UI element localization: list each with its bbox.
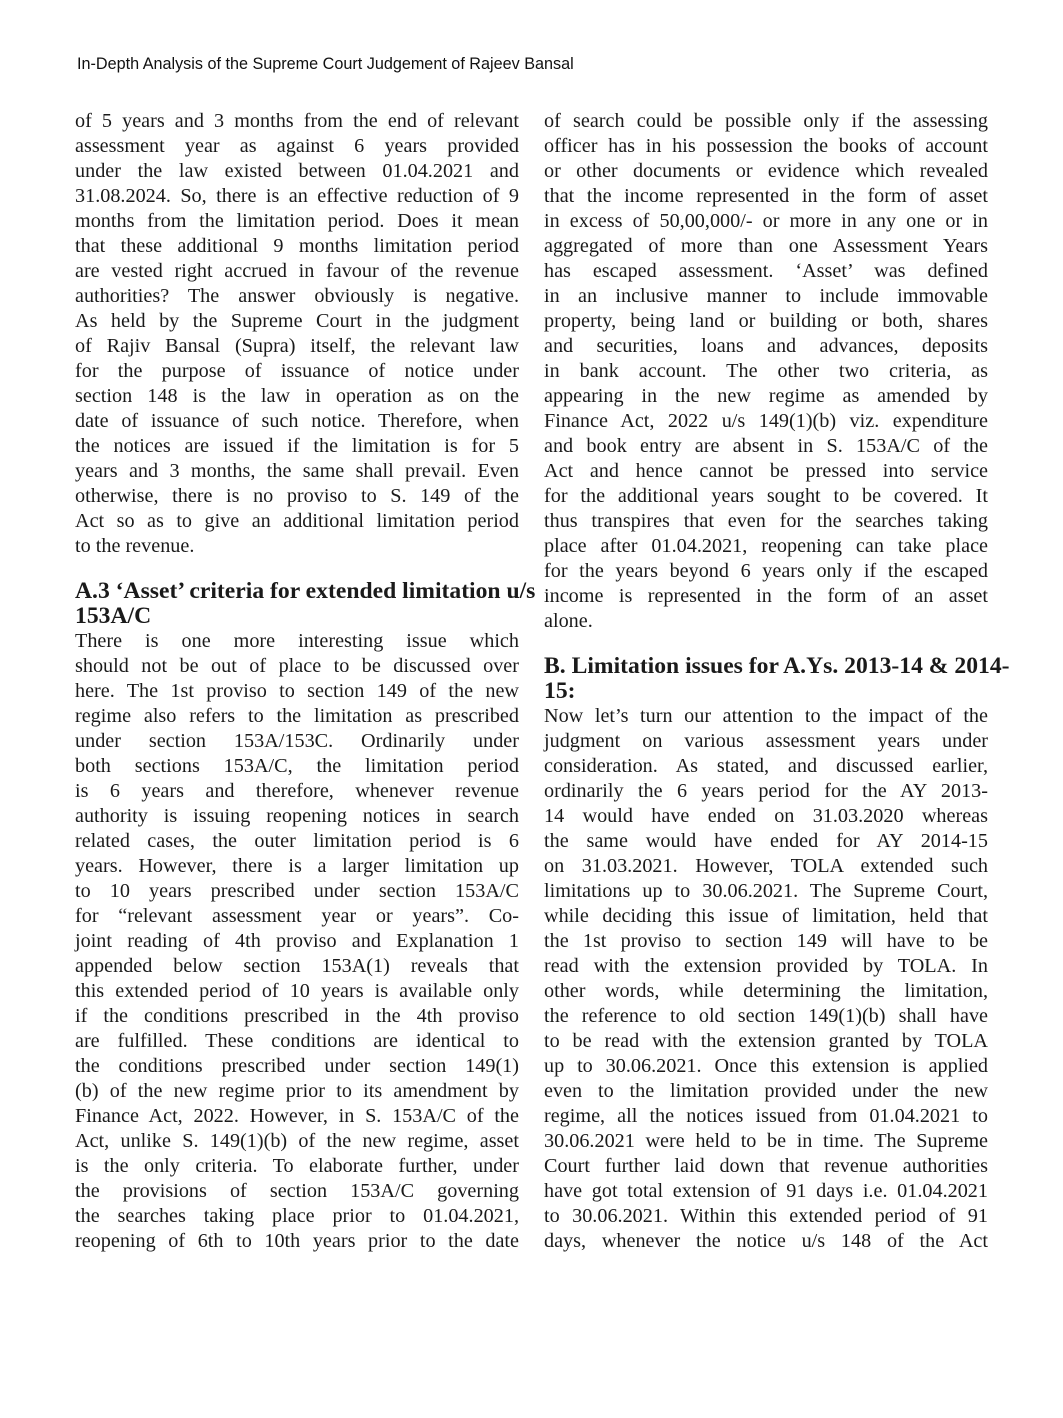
- left-column: [75, 109, 536, 1254]
- text-line: judgment on various assessment years under: [544, 730, 988, 752]
- paragraph-limitation-reduction: [75, 109, 519, 559]
- heading-line: 153A/C: [75, 603, 152, 629]
- text-line: are fulfilled. These conditions are identical to: [75, 1030, 519, 1052]
- text-line: the same would have ended for AY 2014-15: [544, 830, 988, 852]
- text-line: authorities? The answer obviously is negative.: [75, 285, 519, 307]
- text-line: for the additional years sought to be covered. It: [544, 485, 988, 507]
- text-line: while deciding this issue of limitation, held that: [544, 905, 988, 927]
- text-line: joint reading of 4th proviso and Explanation 1: [75, 930, 519, 952]
- text-line: months from the limitation period. Does it mean: [75, 210, 519, 232]
- text-line: under section 153A/153C. Ordinarily under: [75, 730, 519, 752]
- text-line: of search could be possible only if the assessing: [544, 110, 988, 132]
- text-line: Act, unlike S. 149(1)(b) of the new regime, asset: [75, 1130, 519, 1152]
- text-line: Act and hence cannot be pressed into service: [544, 460, 988, 482]
- text-line: appended below section 153A(1) reveals that: [75, 955, 519, 977]
- text-line: should not be out of place to be discussed over: [75, 655, 519, 677]
- text-line: here. The 1st proviso to section 149 of the new: [75, 680, 519, 702]
- text-line: the conditions prescribed under section 149(1): [75, 1055, 519, 1077]
- text-line: 30.06.2021 were held to be in time. The Supreme: [544, 1130, 988, 1152]
- text-line: this extended period of 10 years is available only: [75, 980, 519, 1002]
- text-line: 31.08.2024. So, there is an effective reduction of 9: [75, 185, 519, 207]
- right-column: [544, 109, 1010, 1254]
- text-line: officer has in his possession the books of account: [544, 135, 988, 157]
- text-line: read with the extension provided by TOLA. In: [544, 955, 988, 977]
- text-line: date of issuance of such notice. Therefore, when: [75, 410, 519, 432]
- text-line: under the law existed between 01.04.2021 and: [75, 160, 519, 182]
- text-line: the 1st proviso to section 149 will have to be: [544, 930, 988, 952]
- text-line: regime, all the notices issued from 01.04.2021 to: [544, 1105, 988, 1127]
- text-line: related cases, the outer limitation period is 6: [75, 830, 519, 852]
- text-line: Court further laid down that revenue authorities: [544, 1155, 988, 1177]
- text-line: for the purpose of issuance of notice under: [75, 360, 519, 382]
- text-line: are vested right accrued in favour of the revenue: [75, 260, 519, 282]
- text-line: otherwise, there is no proviso to S. 149 of the: [75, 485, 519, 507]
- text-line: thus transpires that even for the searches taking: [544, 510, 988, 532]
- text-line: the notices are issued if the limitation is for 5: [75, 435, 519, 457]
- text-line: place after 01.04.2021, reopening can take place: [544, 535, 988, 557]
- text-line: reopening of 6th to 10th years prior to the date: [75, 1230, 519, 1252]
- text-line: and securities, loans and advances, deposits: [544, 335, 988, 357]
- text-line: have got total extension of 91 days i.e. 01.04.2021: [544, 1180, 988, 1202]
- text-line: of 5 years and 3 months from the end of relevant: [75, 110, 519, 132]
- section-heading-b: [544, 653, 1010, 704]
- text-line: to 30.06.2021. Within this extended period of 91: [544, 1205, 988, 1227]
- text-line: authority is issuing reopening notices in search: [75, 805, 519, 827]
- text-line: the searches taking place prior to 01.04.2021,: [75, 1205, 519, 1227]
- text-line: section 148 is the law in operation as on the: [75, 385, 519, 407]
- paragraph-spacer: [75, 559, 519, 579]
- text-line: regime also refers to the limitation as prescribed: [75, 705, 519, 727]
- text-line: has escaped assessment. ‘Asset’ was defined: [544, 260, 988, 282]
- paragraph-asset-criteria: [75, 629, 519, 1254]
- text-line: to the revenue.: [75, 535, 195, 557]
- text-line: Finance Act, 2022. However, in S. 153A/C of the: [75, 1105, 519, 1127]
- heading-line: A.3 ‘Asset’ criteria for extended limitation u/s: [75, 578, 536, 604]
- text-line: aggregated of more than one Assessment Years: [544, 235, 988, 257]
- text-line: limitations up to 30.06.2021. The Supreme Court,: [544, 880, 988, 902]
- text-line: of Rajiv Bansal (Supra) itself, the relevant law: [75, 335, 519, 357]
- text-line: Act so as to give an additional limitation period: [75, 510, 519, 532]
- text-line: other words, while determining the limitation,: [544, 980, 988, 1002]
- text-line: is 6 years and therefore, whenever revenue: [75, 780, 519, 802]
- text-line: for “relevant assessment year or years”. Co-: [75, 905, 519, 927]
- text-line: assessment year as against 6 years provided: [75, 135, 519, 157]
- text-line: that these additional 9 months limitation period: [75, 235, 519, 257]
- text-line: days, whenever the notice u/s 148 of the Act: [544, 1230, 988, 1252]
- text-line: income is represented in the form of an asset: [544, 585, 988, 607]
- text-line: Now let’s turn our attention to the impact of the: [544, 705, 988, 727]
- text-line: 14 would have ended on 31.03.2020 whereas: [544, 805, 988, 827]
- text-line: to be read with the extension granted by TOLA: [544, 1030, 988, 1052]
- text-line: years. However, there is a larger limitation up: [75, 855, 519, 877]
- text-line: in an inclusive manner to include immovable: [544, 285, 988, 307]
- text-line: appearing in the new regime as amended by: [544, 385, 988, 407]
- text-line: (b) of the new regime prior to its amendment by: [75, 1080, 519, 1102]
- heading-line: B. Limitation issues for A.Ys. 2013-14 & 2014-: [544, 653, 1010, 679]
- text-line: for the years beyond 6 years only if the escaped: [544, 560, 988, 582]
- text-line: if the conditions prescribed in the 4th proviso: [75, 1005, 519, 1027]
- running-header: In-Depth Analysis of the Supreme Court Judgement of Rajeev Bansal: [77, 55, 574, 73]
- text-line: both sections 153A/C, the limitation period: [75, 755, 519, 777]
- text-line: As held by the Supreme Court in the judgment: [75, 310, 519, 332]
- text-line: up to 30.06.2021. Once this extension is applied: [544, 1055, 988, 1077]
- text-line: There is one more interesting issue which: [75, 630, 519, 652]
- text-line: ordinarily the 6 years period for the AY 2013-: [544, 780, 988, 802]
- text-line: in excess of 50,00,000/- or more in any one or in: [544, 210, 988, 232]
- text-line: on 31.03.2021. However, TOLA extended such: [544, 855, 988, 877]
- text-line: consideration. As stated, and discussed earlier,: [544, 755, 988, 777]
- text-line: that the income represented in the form of asset: [544, 185, 988, 207]
- text-line: or other documents or evidence which revealed: [544, 160, 988, 182]
- text-line: and book entry are absent in S. 153A/C of the: [544, 435, 988, 457]
- heading-line: 15:: [544, 678, 576, 704]
- paragraph-limitation-ay-2013-15: [544, 704, 988, 1254]
- paragraph-spacer: [544, 634, 988, 654]
- text-line: to 10 years prescribed under section 153A/C: [75, 880, 519, 902]
- text-line: even to the limitation provided under the new: [544, 1080, 988, 1102]
- paragraph-asset-definition: [544, 109, 988, 634]
- text-line: property, being land or building or both, shares: [544, 310, 988, 332]
- text-line: Finance Act, 2022 u/s 149(1)(b) viz. expenditure: [544, 410, 988, 432]
- text-line: the reference to old section 149(1)(b) shall have: [544, 1005, 988, 1027]
- text-line: alone.: [544, 610, 593, 632]
- section-heading-a3: [75, 578, 536, 629]
- text-line: is the only criteria. To elaborate further, under: [75, 1155, 519, 1177]
- text-line: the provisions of section 153A/C governing: [75, 1180, 519, 1202]
- text-line: in bank account. The other two criteria, as: [544, 360, 988, 382]
- text-line: years and 3 months, the same shall prevail. Even: [75, 460, 519, 482]
